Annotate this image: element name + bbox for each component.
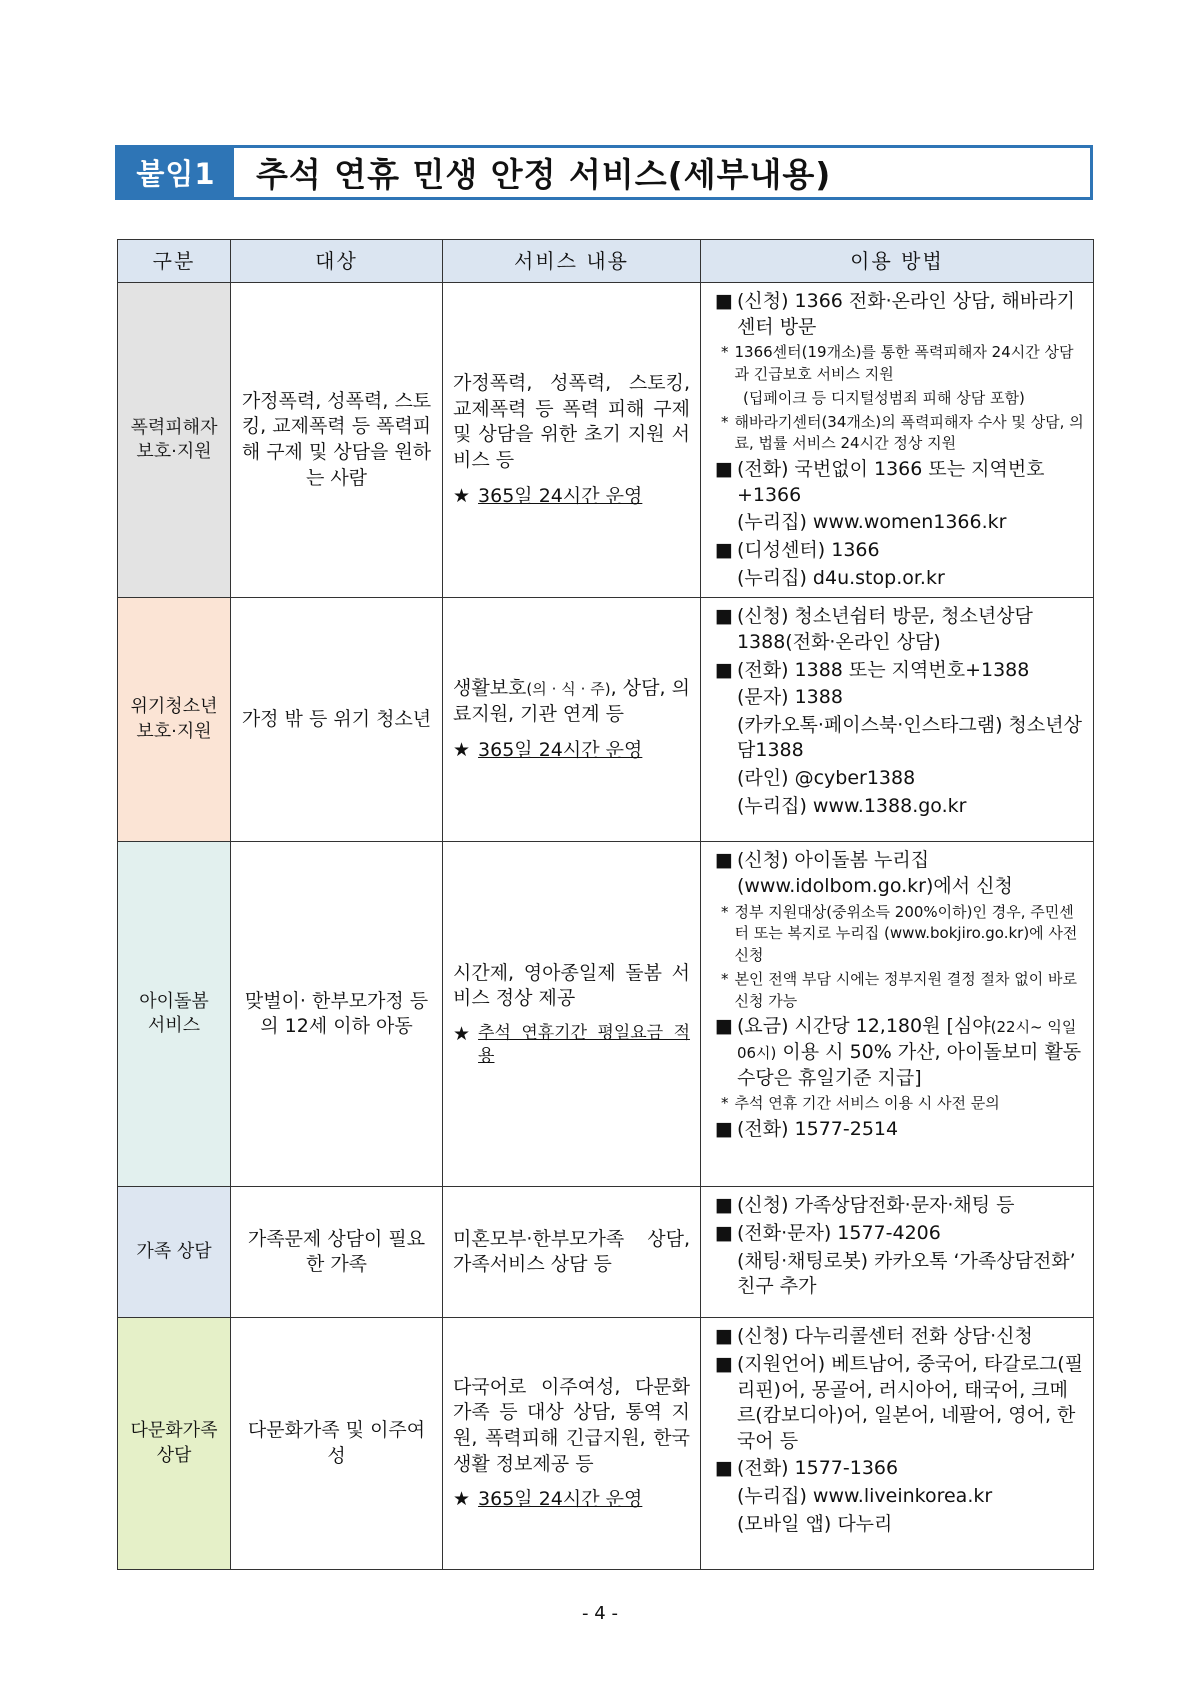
- category-line: 아이돌봄: [139, 990, 209, 1012]
- note-item: * 추석 연휴 기간 서비스 이용 시 사전 문의: [721, 1093, 1085, 1115]
- service-table: [117, 239, 1094, 1570]
- page-number: - 4 -: [582, 1603, 618, 1624]
- bullet-icon: ■: [715, 849, 733, 872]
- service-cell: [443, 598, 701, 842]
- service-text: 다국어로 이주여성, 다문화 가족 등 대상 상담, 통역 지원, 폭력피해 긴급지원, 한국생활 정보제공 등: [453, 1375, 690, 1475]
- category-cell: [118, 1187, 231, 1318]
- category-cell: [118, 842, 231, 1187]
- table-row: [118, 598, 1094, 842]
- header-target: 대상: [231, 240, 443, 283]
- service-text: 가정폭력, 성폭력, 스토킹, 교제폭력 등 폭력 피해 구제 및 상담을 위한 초기 지원 서비스 등: [453, 372, 690, 471]
- category-line: 가족 상담: [136, 1241, 212, 1263]
- header-service: 서비스 내용: [443, 240, 701, 283]
- asterisk-icon: *: [721, 412, 729, 431]
- target-cell: 맞벌이· 한부모가정 등의 12세 이하 아동: [231, 842, 443, 1187]
- star-icon: ★: [453, 1022, 471, 1045]
- note-item: * 해바라기센터(34개소)의 폭력피해자 수사 및 상담, 의료, 법률 서비스 24시간 정상 지원: [721, 412, 1085, 456]
- bullet-icon: ■: [715, 1117, 733, 1140]
- bullet-icon: ■: [715, 1352, 733, 1375]
- category-line: 다문화가족: [130, 1420, 218, 1442]
- table-row: [118, 842, 1094, 1187]
- method-subline: (문자) 1388: [737, 686, 843, 709]
- method-item: ■ (디성센터) 1366: [715, 538, 1085, 564]
- bullet-icon: ■: [715, 1194, 733, 1217]
- service-text: 미혼모부·한부모가족 상담, 가족서비스 상담 등: [453, 1227, 690, 1276]
- service-cell: [443, 1187, 701, 1318]
- method-item: ■ (전화) 1388 또는 지역번호+1388: [715, 658, 1085, 684]
- target-cell: 가정 밖 등 위기 청소년: [231, 598, 443, 842]
- bullet-icon: ■: [715, 290, 733, 312]
- method-subline: (라인) @cyber1388: [737, 767, 916, 790]
- method-item: ■ (신청) 1366 전화·온라인 상담, 해바라기 센터 방문: [715, 289, 1085, 340]
- note-item: * 1366센터(19개소)를 통한 폭력피해자 24시간 상담과 긴급보호 서비스 지원: [721, 342, 1085, 386]
- bullet-icon: ■: [715, 1325, 733, 1348]
- star-icon: ★: [453, 738, 471, 761]
- target-cell: 다문화가족 및 이주여성: [231, 1318, 443, 1570]
- method-subline: (카카오톡·페이스북·인스타그램) 청소년상담1388: [737, 713, 1082, 762]
- bullet-icon: ■: [715, 605, 733, 628]
- asterisk-icon: *: [721, 969, 729, 988]
- method-cell: [701, 283, 1094, 598]
- method-subline: (채팅·채팅로봇) 카카오톡 ‘가족상담전화’ 친구 추가: [737, 1249, 1076, 1298]
- header-method: 이용 방법: [701, 240, 1094, 283]
- method-subline: (누리집) www.1388.go.kr: [737, 794, 967, 817]
- star-line: [453, 484, 690, 510]
- page-title: 추석 연휴 민생 안정 서비스(세부내용): [256, 155, 832, 194]
- star-text: 365일 24시간 운영: [478, 738, 643, 761]
- bullet-icon: ■: [715, 1015, 733, 1038]
- method-cell: [701, 598, 1094, 842]
- category-line: 보호·지원: [136, 441, 212, 463]
- target-cell: 가족문제 상담이 필요한 가족: [231, 1187, 443, 1318]
- method-item: ■ (신청) 다누리콜센터 전화 상담·신청: [715, 1324, 1085, 1350]
- service-cell: [443, 1318, 701, 1570]
- method-item: ■ (신청) 청소년쉼터 방문, 청소년상담 1388(전화·온라인 상담): [715, 604, 1085, 655]
- category-line: 상담: [156, 1444, 192, 1466]
- star-icon: ★: [453, 1488, 471, 1511]
- table-row: [118, 283, 1094, 598]
- method-cell: [701, 1187, 1094, 1318]
- table-header-row: [118, 240, 1094, 283]
- attachment-tag: 붙임1: [118, 148, 234, 197]
- bullet-icon: ■: [715, 458, 733, 481]
- table-row: [118, 1318, 1094, 1570]
- asterisk-icon: *: [721, 1094, 729, 1113]
- table-row: [118, 1187, 1094, 1318]
- star-line: [453, 738, 690, 764]
- method-item: ■ (전화) 국번없이 1366 또는 지역번호+1366: [715, 457, 1085, 508]
- category-line: 서비스: [147, 1015, 201, 1037]
- target-cell: 가정폭력, 성폭력, 스토킹, 교제폭력 등 폭력피해 구제 및 상담을 원하는 사람: [231, 283, 443, 598]
- category-line: 폭력피해자: [130, 416, 218, 438]
- method-item: ■ (전화·문자) 1577-4206: [715, 1221, 1085, 1247]
- method-subline: (모바일 앱) 다누리: [737, 1512, 893, 1535]
- bullet-icon: ■: [715, 658, 733, 681]
- service-text: 시간제, 영아종일제 돌봄 서비스 정상 제공: [453, 961, 690, 1010]
- note-item: * 본인 전액 부담 시에는 정부지원 결정 절차 없이 바로 신청 가능: [721, 969, 1085, 1013]
- star-text: 365일 24시간 운영: [478, 1488, 643, 1511]
- star-icon: ★: [453, 484, 471, 507]
- method-item: ■ (지원언어) 베트남어, 중국어, 타갈로그(필리핀)어, 몽골어, 러시아어, 태국어, 크메르(캄보디아)어, 일본어, 네팔어, 영어, 한국어 등: [715, 1352, 1085, 1455]
- method-subline: (누리집) www.liveinkorea.kr: [737, 1485, 993, 1508]
- method-item: ■ (요금) 시간당 12,180원 [심야(22시~ 익일 06시) 이용 시 50% 가산, 아이돌보미 활동수당은 휴일기준 지급]: [715, 1014, 1085, 1091]
- bullet-icon: ■: [715, 1457, 733, 1480]
- category-line: 위기청소년: [130, 696, 218, 718]
- service-cell: [443, 283, 701, 598]
- method-item: ■ (신청) 아이돌봄 누리집 (www.idolbom.go.kr)에서 신청: [715, 848, 1085, 899]
- star-line: [453, 1487, 690, 1513]
- category-cell: [118, 283, 231, 598]
- star-line: [453, 1022, 690, 1068]
- method-cell: [701, 842, 1094, 1187]
- method-item: ■ (신청) 가족상담전화·문자·채팅 등: [715, 1193, 1085, 1219]
- method-subline: (누리집) d4u.stop.or.kr: [737, 566, 945, 589]
- title-box: [115, 145, 1093, 200]
- asterisk-icon: *: [721, 343, 729, 362]
- bullet-icon: ■: [715, 538, 733, 561]
- service-text: 생활보호(의 · 식 · 주), 상담, 의료지원, 기관 연계 등: [453, 677, 690, 725]
- method-item: ■ (전화) 1577-2514: [715, 1117, 1085, 1143]
- header-category: 구분: [118, 240, 231, 283]
- category-cell: [118, 1318, 231, 1570]
- bullet-icon: ■: [715, 1221, 733, 1244]
- star-text: 추석 연휴기간 평일요금 적용: [478, 1022, 690, 1066]
- asterisk-icon: *: [721, 902, 729, 921]
- method-cell: [701, 1318, 1094, 1570]
- category-line: 보호·지원: [136, 720, 212, 742]
- method-item: ■ (전화) 1577-1366: [715, 1456, 1085, 1482]
- note-item: * 정부 지원대상(중위소득 200%이하)인 경우, 주민센터 또는 복지로 누리집 (www.bokjiro.go.kr)에 사전 신청: [721, 902, 1085, 967]
- note-continuation: (딥페이크 등 디지털성범죄 피해 상담 포함): [743, 388, 1025, 407]
- star-text: 365일 24시간 운영: [478, 484, 643, 507]
- category-cell: [118, 598, 231, 842]
- service-cell: [443, 842, 701, 1187]
- method-subline: (누리집) www.women1366.kr: [737, 511, 1007, 534]
